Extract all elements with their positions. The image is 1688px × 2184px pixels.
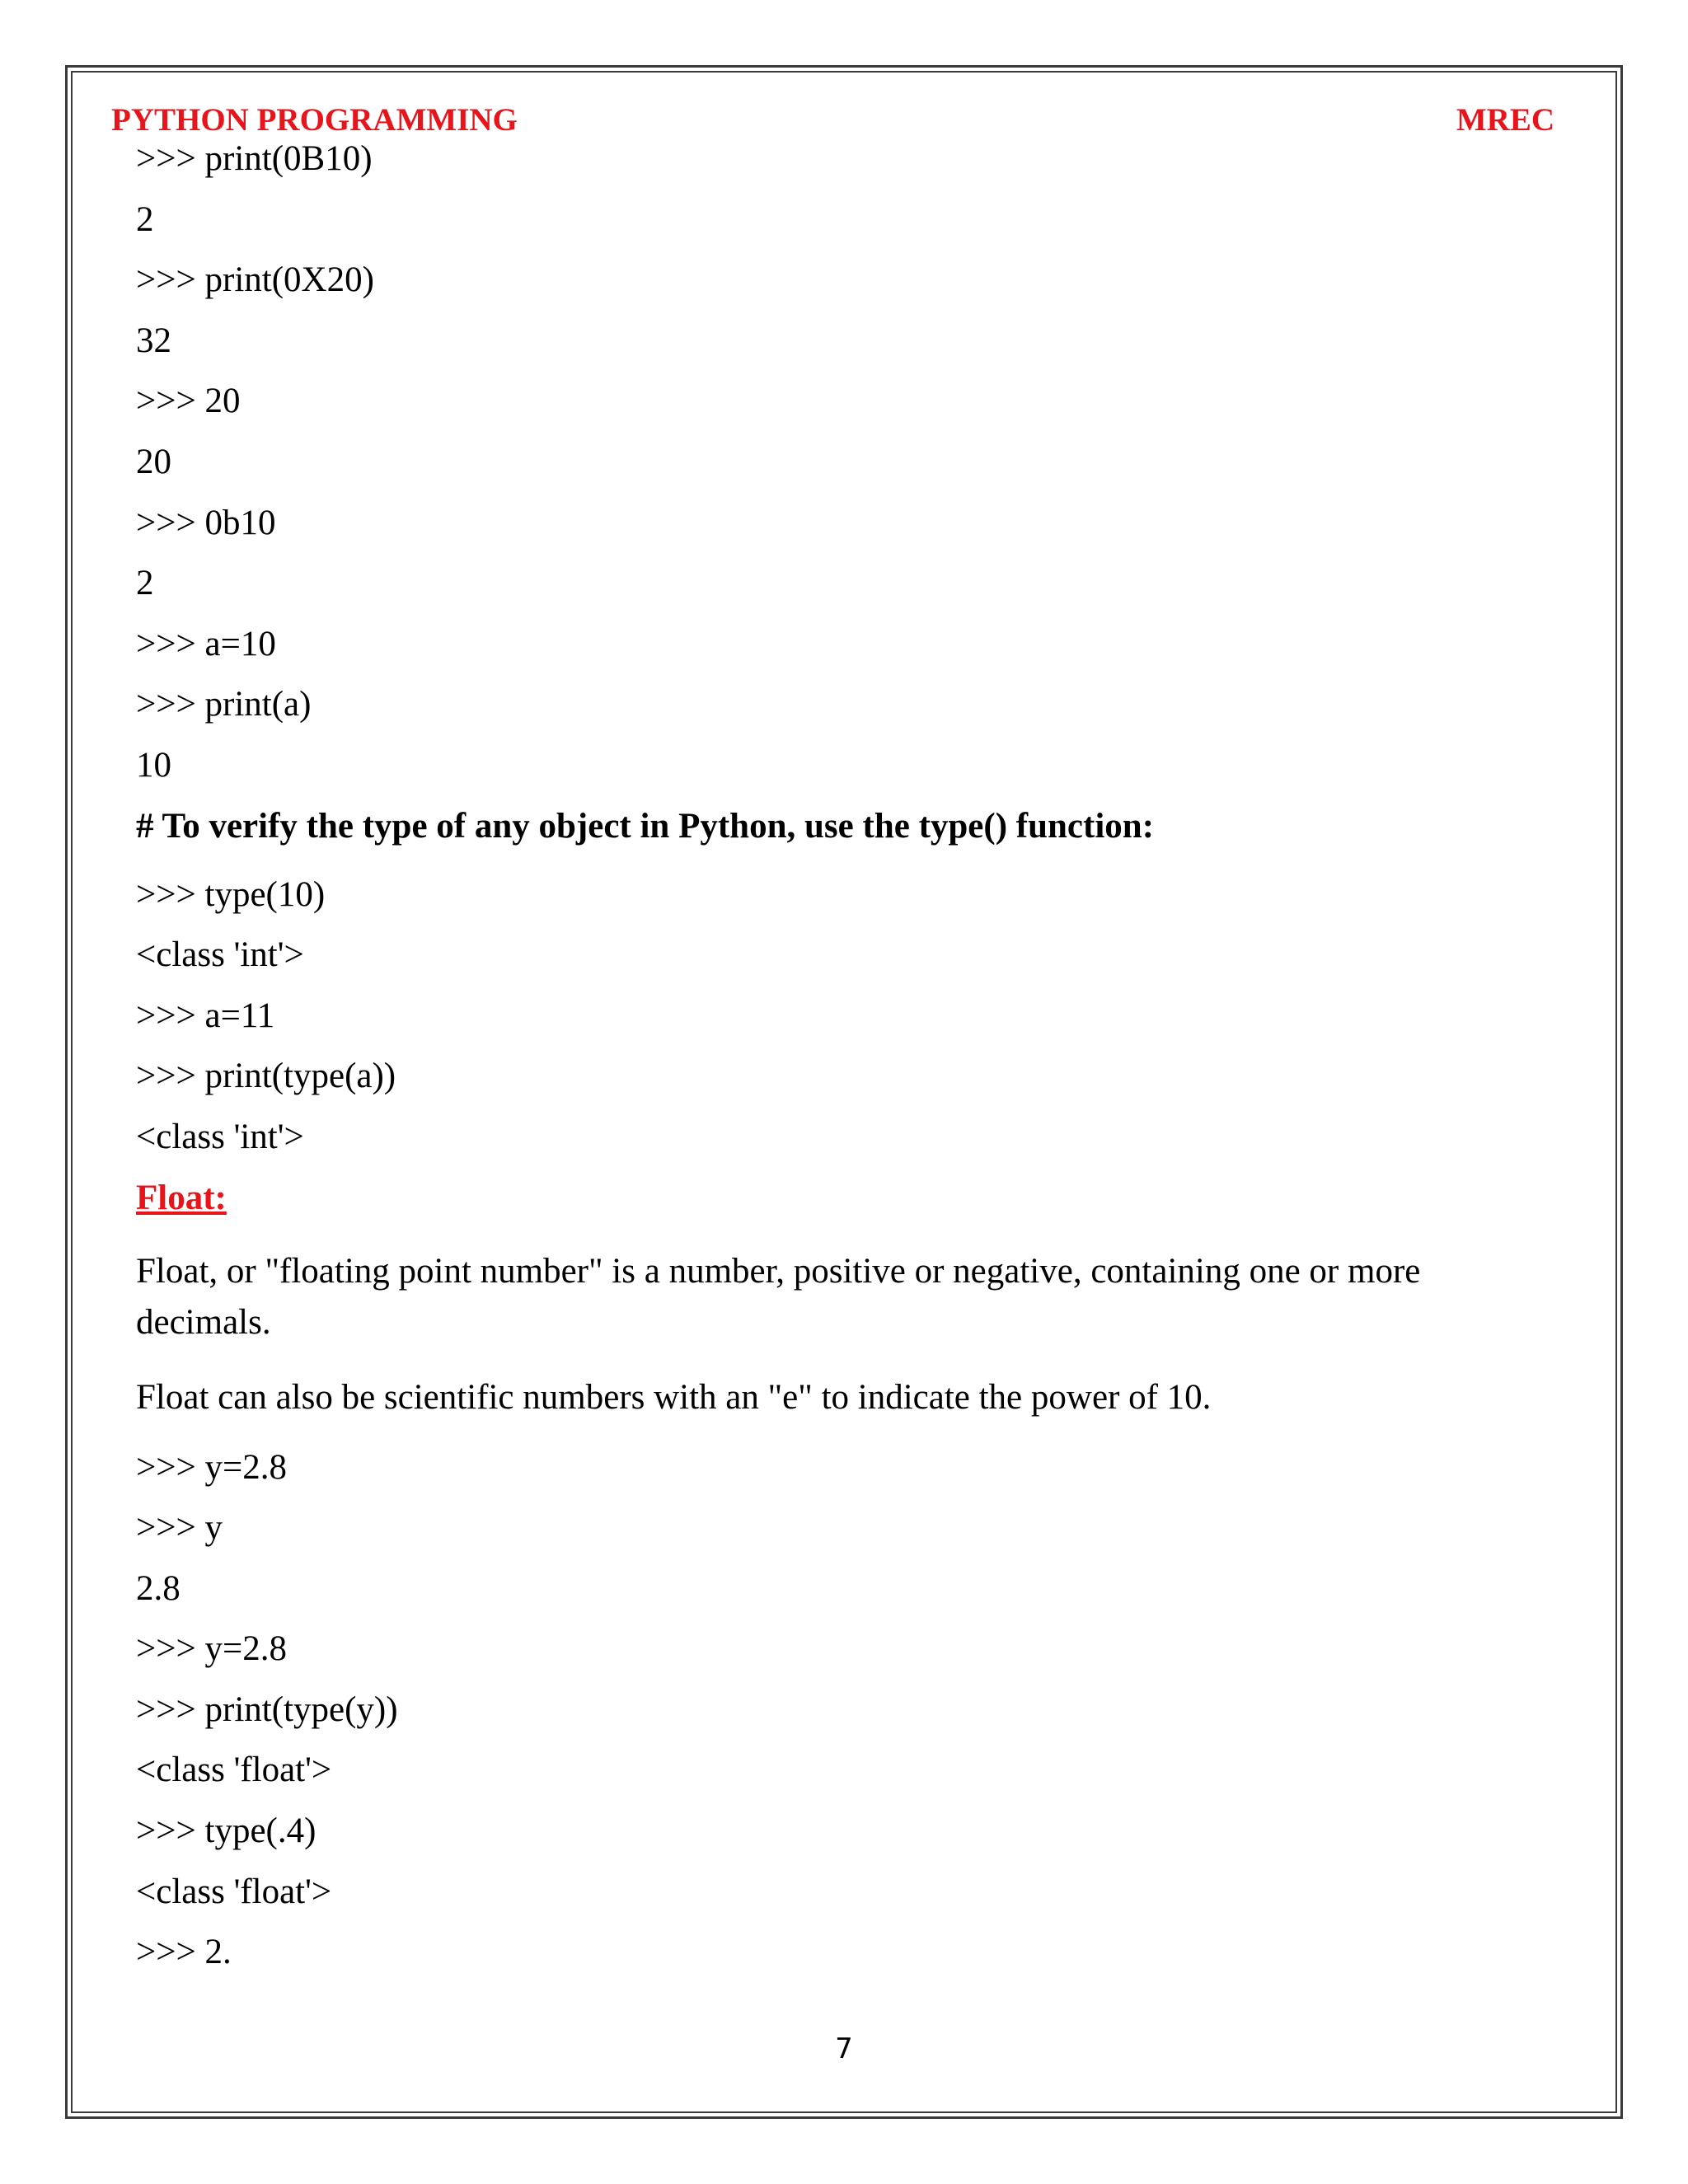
code-line: 10	[136, 745, 171, 785]
code-line: <class 'int'>	[136, 935, 304, 975]
code-line: >>> 20	[136, 382, 241, 421]
code-line: 2	[136, 564, 154, 603]
code-line: >>> print(type(y))	[136, 1690, 398, 1729]
code-line: 20	[136, 442, 171, 481]
code-block-type	[136, 874, 1554, 1158]
code-line: <class 'float'>	[136, 1750, 332, 1790]
code-line: >>> type(10)	[136, 874, 326, 914]
code-line: >>> print(type(a))	[136, 1057, 396, 1096]
code-line: >>> print(a)	[136, 685, 312, 724]
type-function-note: # To verify the type of any object in Python, use the type() function:	[136, 806, 1155, 846]
code-line: 2	[136, 199, 154, 239]
code-line: >>> a=11	[136, 996, 275, 1035]
float-scientific-paragraph: Float can also be scientific numbers with an "e" to indicate the power of 10.	[136, 1377, 1212, 1417]
code-block-float	[136, 1447, 1554, 1974]
header-course-title: PYTHON PROGRAMMING	[111, 102, 518, 138]
code-line: >>> print(0X20)	[136, 260, 374, 300]
code-line: <class 'int'>	[136, 1117, 304, 1156]
page-content	[136, 138, 1554, 1993]
header-institution: MREC	[1456, 102, 1554, 138]
code-line: >>> type(.4)	[136, 1811, 316, 1851]
code-line: >>> print(0B10)	[136, 139, 373, 178]
float-definition-paragraph: Float, or "floating point number" is a number, positive or negative, containing one or more decimals.	[136, 1251, 1421, 1342]
float-section-heading: Float:	[136, 1178, 227, 1217]
code-line: >>> y=2.8	[136, 1629, 288, 1669]
code-line: 32	[136, 321, 171, 360]
code-line: >>> 2.	[136, 1933, 232, 1972]
code-line: >>> y=2.8	[136, 1447, 288, 1487]
code-line: <class 'float'>	[136, 1872, 332, 1911]
code-block-integers	[136, 138, 1554, 786]
code-line: 2.8	[136, 1568, 181, 1608]
code-line: >>> 0b10	[136, 503, 276, 542]
code-line: >>> y	[136, 1508, 223, 1548]
code-line: >>> a=10	[136, 624, 276, 663]
page-number: 7	[835, 2032, 853, 2065]
